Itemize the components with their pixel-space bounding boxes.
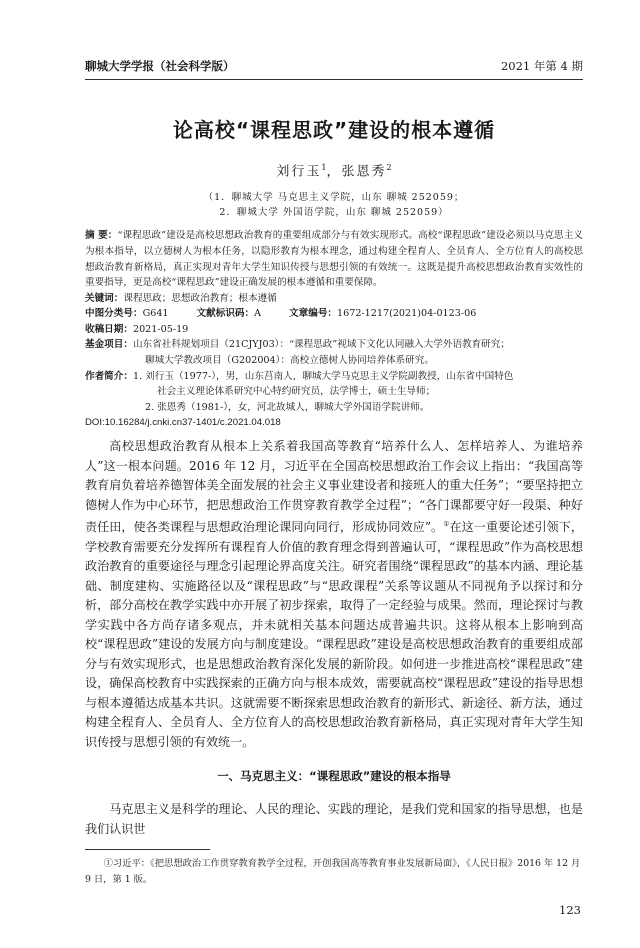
paragraph-text: 在这一重要论述引领下，学校教育需要充分发挥所有课程育人价值的教育理念得到普遍认可，“课程思政”作为高校思想政治教育的重要途径与理念引起理论界高度关注。研究者围绕“课程思政”的基本内涵、理论基础、制度建构、实施路径以及“课程思政”与“思政课程”关系等议题从不同视角予以探讨和分析，部分高校在教学实践中亦开展了初步探索，取得了一定经验与成果。然而，理论探讨与教学实践中各方尚存诸多观点，并未就相关基本问题达成普遍共识。这将从根本上影响到高校“课程思政”建设的发展方向与制度建设。“课程思政”建设是高校思想政治教育的重要组成部分与有效实现形式，也是思想政治教育深化发展的新阶段。如何进一步推进高校“课程思政”建设，确保高校教育中实践探索的正确方向与根本成效，需要就高校“课程思政”建设的指导思想与根本遵循达成基本共识。这就需要不断探索思想政治教育的新形式、新途径、新方法，通过构建全程育人、全员育人、全方位育人的高校思想政治教育新格局，真正实现对青年大学生知识传授与思想引领的有效统一。	[85, 520, 583, 749]
issue-number: 2021 年第 4 期	[500, 59, 583, 73]
journal-name: 聊城大学学报（社会科学版）	[85, 59, 235, 73]
doi: DOI:10.16284/j.cnki.cn37-1401/c.2021.04.018	[85, 417, 281, 429]
keywords-label: 关键词：	[85, 292, 124, 304]
body-paragraph	[85, 437, 583, 752]
bio-line: 社会主义理论体系研究中心特约研究员，法学博士，硕士生导师；	[157, 386, 436, 398]
author-name: 刘行玉	[276, 164, 322, 180]
bio-label: 作者简介：	[85, 370, 133, 382]
doc-code-value: A	[254, 308, 262, 320]
doc-code	[197, 306, 262, 322]
received-value: 2021-05-19	[132, 323, 189, 335]
footnote: ①习近平：《把思想政治工作贯穿教育教学全过程，开创我国高等教育事业发展新局面》，《人民日报》2016 年 12 月 9 日，第 1 版。	[85, 858, 581, 886]
classification-value: G641	[142, 308, 169, 320]
affiliation: （1．聊城大学 马克思主义学院，山东 聊城 252059；	[203, 192, 465, 204]
running-header	[85, 58, 583, 80]
funding	[85, 337, 583, 353]
bio-line: 1. 刘行玉（1977-），男，山东莒南人，聊城大学马克思主义学院副教授，山东省中国特色	[132, 370, 514, 382]
page-column	[85, 0, 583, 948]
affiliations	[85, 190, 583, 220]
article-no-value: 1672-1217(2021)04-0123-06	[337, 308, 477, 320]
paragraph-text: 高校思想政治教育从根本上关系着我国高等教育“培养什么人、怎样培养人、为谁培养人”这一根本问题。2016 年 12 月，习近平在全国高校思想政治工作会议上指出：“我国高等教育肩负着培养德智体美全面发展的社会主义事业建设者和接班人的重大任务”；“要坚持把立德树人作为中心环节，把思想政治工作贯穿教育教学全过程”；“各门课都要守好一段渠、种好责任田，使各类课程与思想政治理论课同向同行，形成协同效应”。	[85, 439, 583, 535]
classification	[85, 306, 169, 322]
abstract-text: “课程思政”建设是高校思想政治教育的重要组成部分与有效实现形式。高校“课程思政”建设必须以马克思主义为根本指导，以立德树人为根本任务，以隐形教育为根本理念，通过构建全程育人、全员育人、全方位育人的高校思想政治教育新格局，真正实现对青年大学生知识传授与思想引领的有效统一。这既是提升高校思想政治教育实效性的重要指导，更是高校“课程思政”建设正确发展的根本遵循和重要保障。	[85, 230, 583, 289]
received-label: 收稿日期：	[85, 323, 133, 335]
author-mark: 1	[321, 163, 327, 172]
keywords	[85, 291, 583, 307]
classification-label: 中图分类号：	[85, 308, 143, 320]
received-date	[85, 322, 583, 338]
author-name: 张恩秀	[341, 164, 387, 180]
bio-line: 2. 张恩秀（1981-），女，河北故城人，聊城大学外国语学院讲师。	[145, 401, 430, 413]
affiliation: 2．聊城大学 外国语学院，山东 聊城 252059）	[219, 207, 449, 219]
article-metadata	[85, 228, 583, 431]
section-heading: 一、马克思主义：“课程思政”建设的根本指导	[217, 769, 451, 784]
authors	[85, 158, 583, 182]
funding-line: 山东省社科规划项目（21CJYJ03）：“课程思政”视域下文化认同融入大学外语教育研究；	[132, 339, 510, 351]
doc-code-label: 文献标识码：	[196, 308, 255, 320]
author-mark: 2	[386, 163, 392, 172]
classification-row	[85, 306, 583, 322]
abstract-label: 摘 要：	[85, 230, 118, 242]
author-separator: ，	[326, 164, 342, 180]
abstract	[85, 228, 583, 290]
article-no-label: 文章编号：	[289, 308, 338, 320]
funding-line: 聊城大学教改项目（G202004）：高校立德树人协同培养体系研究。	[145, 355, 434, 367]
article-no	[289, 306, 476, 322]
footnote-rule	[85, 849, 210, 850]
author-bio	[85, 369, 583, 385]
keywords-text: 课程思政；思想政治教育；根本遵循	[123, 292, 277, 304]
paper-title: 论高校“课程思政”建设的根本遵循	[172, 118, 496, 142]
funding-label: 基金项目：	[85, 339, 133, 351]
page-number: 123	[559, 903, 581, 918]
body-paragraph: 马克思主义是科学的理论、人民的理论、实践的理论，是我们党和国家的指导思想，也是我们认识世	[85, 802, 583, 836]
footnote-marker[interactable]: ①	[443, 520, 450, 529]
